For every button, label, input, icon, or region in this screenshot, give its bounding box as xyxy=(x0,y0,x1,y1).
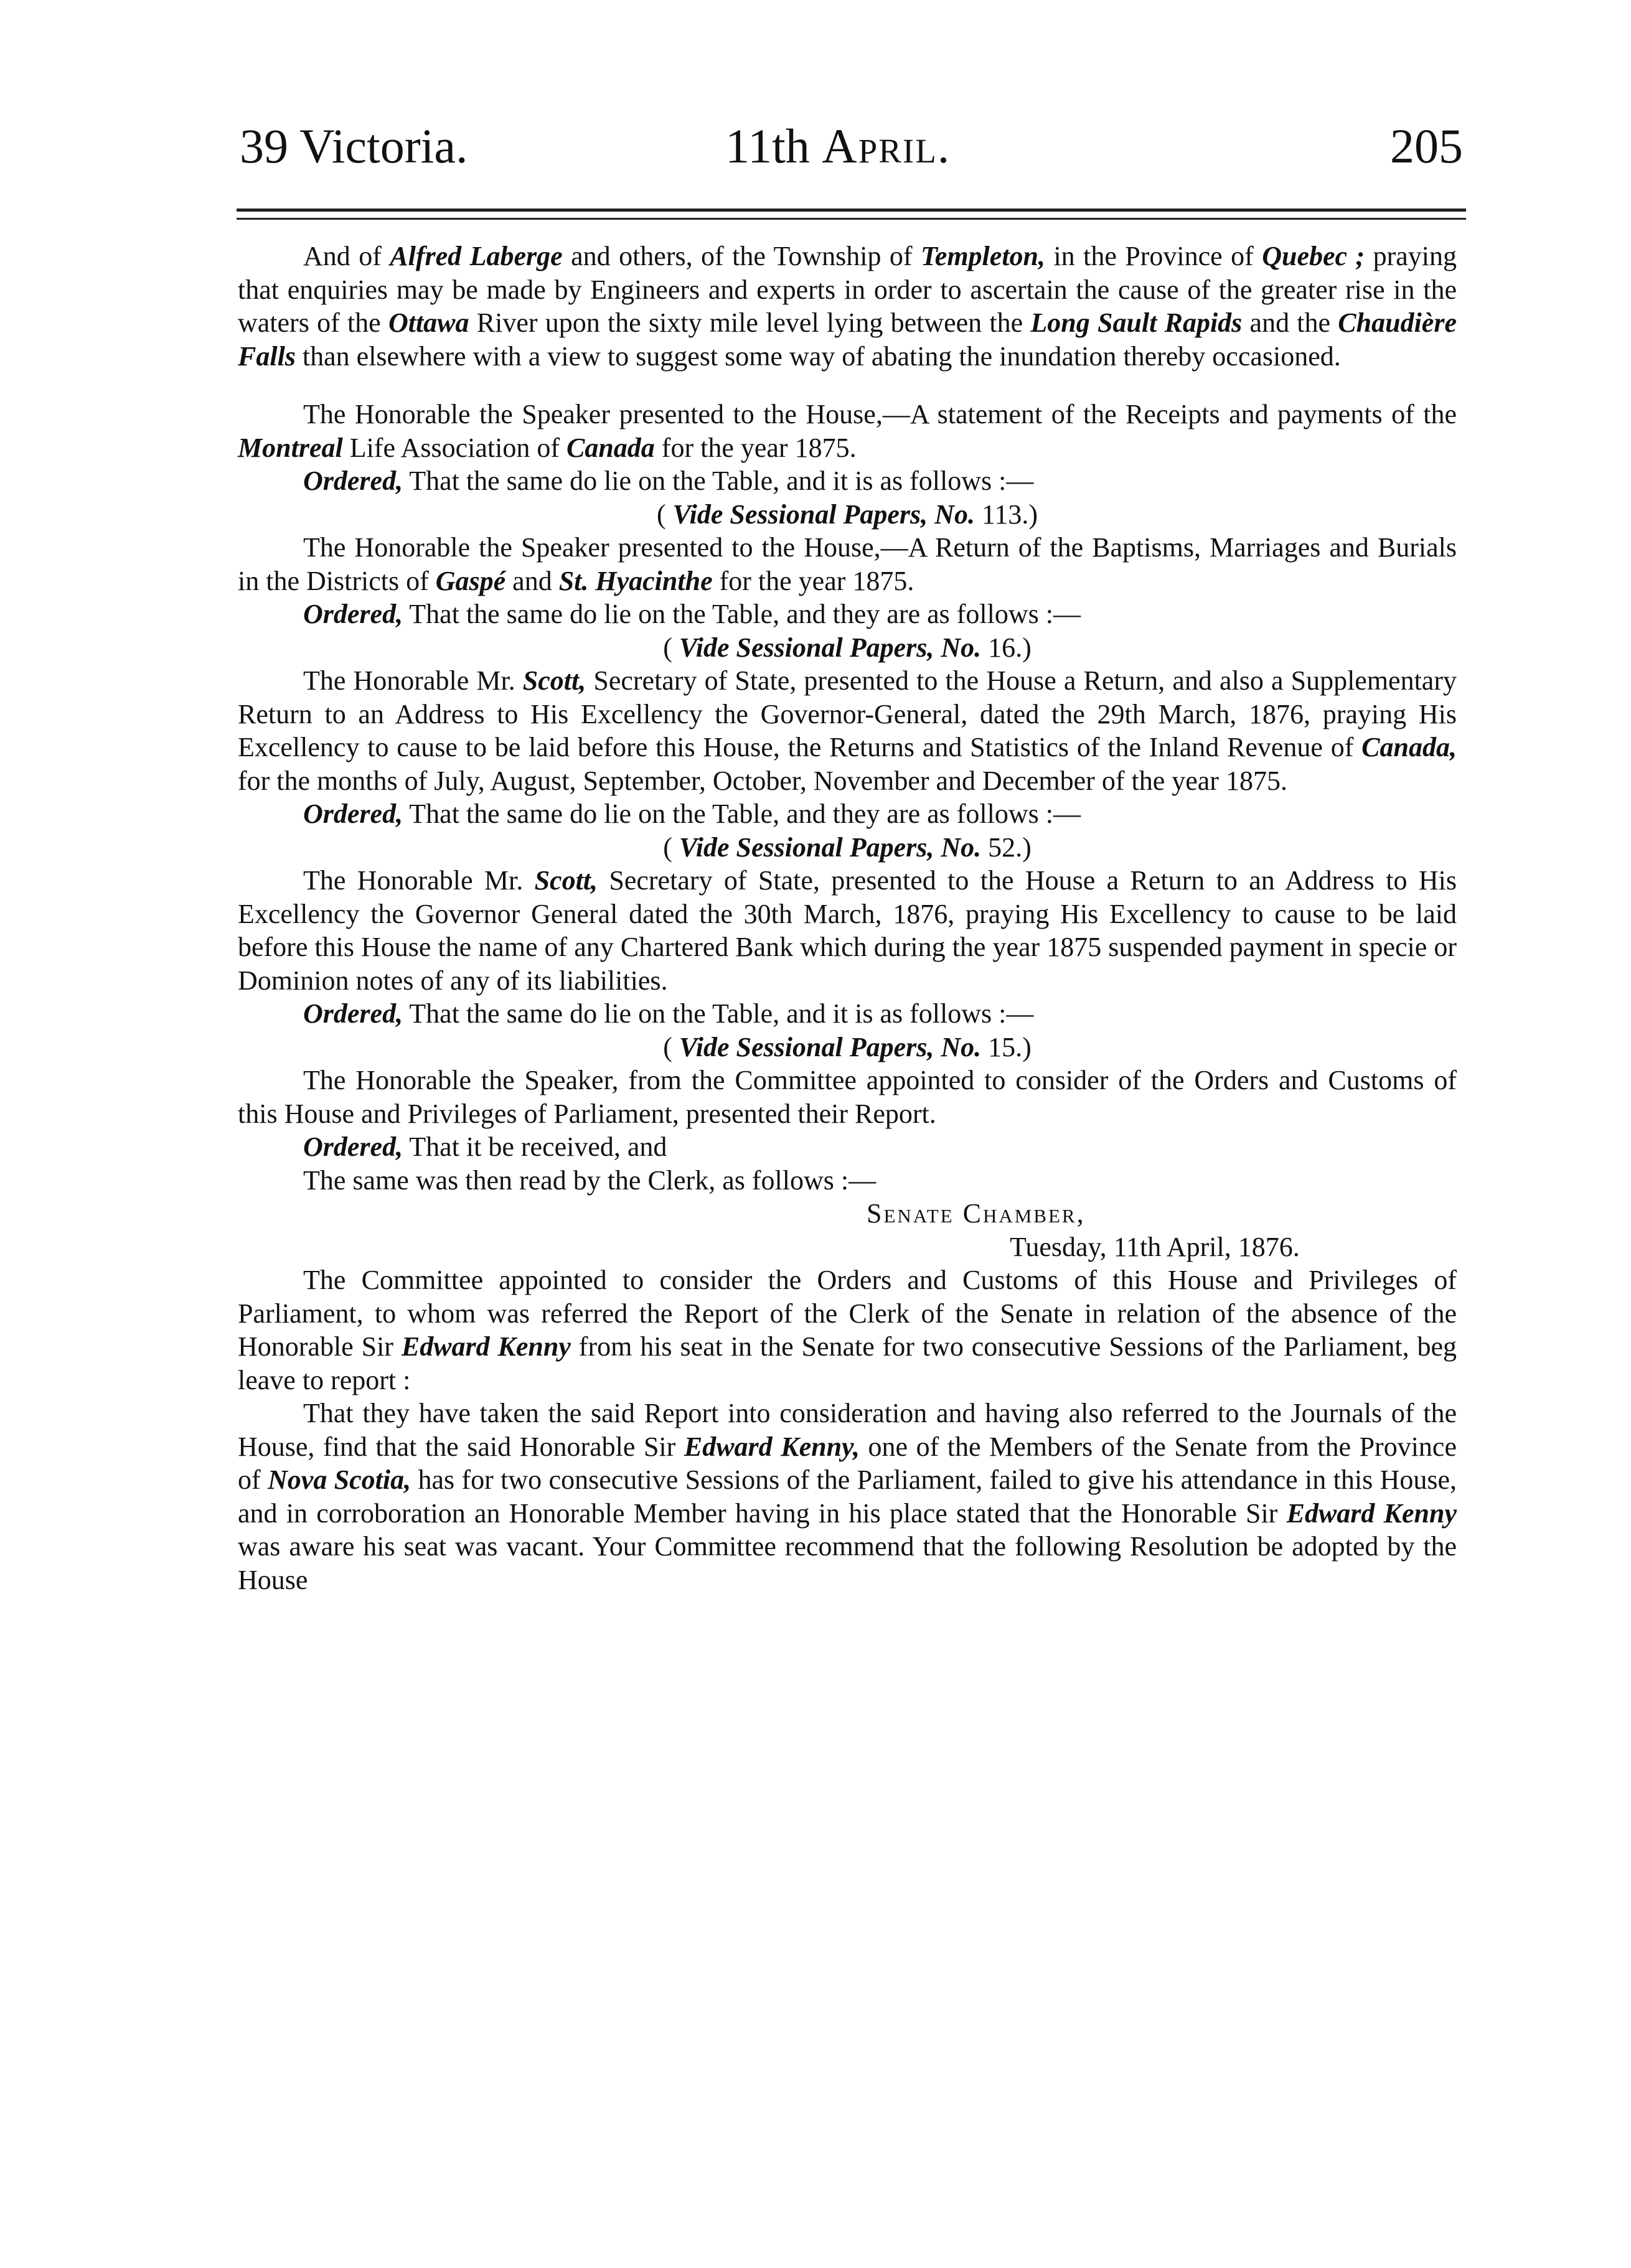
text-run: Secretary of State, presented to the House a Return to an Address to His Excellency the Governor General dated the 30th March, 1876, praying His Excellency to cause to be laid before this House the name of any Chartered Bank which during the year 1875 suspended payment in specie or Dominion notes of any of its liabilities. xyxy=(238,865,1457,996)
ordered-word: Ordered, xyxy=(303,599,403,629)
vide-label: Vide Sessional Papers, xyxy=(679,632,934,663)
text-run: ( xyxy=(663,832,672,863)
ordered-line xyxy=(238,1130,1457,1164)
text-run: ( xyxy=(663,1031,672,1062)
page-body xyxy=(238,240,1457,1596)
text-run: The Honorable Mr. xyxy=(303,665,523,696)
text-run: one of the Members of the Senate from the Province of xyxy=(238,1431,1457,1495)
text-run: That the same do lie on the Table, and they are as follows :— xyxy=(403,799,1081,829)
name-run: Long Sault Rapids xyxy=(1030,307,1243,338)
ordered-word: Ordered, xyxy=(303,799,403,829)
ordered-line xyxy=(238,997,1457,1031)
text-run: than elsewhere with a view to suggest some way of abating the inundation thereby occasioned. xyxy=(295,340,1341,372)
text-run: Secretary of State, presented to the House a Return, and also a Supplementary Return to an Address to His Excellency the Governor-General, dated the 29th March, 1876, praying His Excellency to cause to be laid before this House, the Returns and Statistics of the Inland Revenue of xyxy=(238,665,1457,762)
text-run: That the same do lie on the Table, and it is as follows :— xyxy=(403,466,1034,496)
speaker-return-paragraph xyxy=(238,531,1457,597)
text-run: The Honorable the Speaker presented to the House,—A Return of the Baptisms, Marriages and Burials in the Districts of xyxy=(238,532,1457,596)
text-run: That they have taken the said Report into consideration and having also referred to the Journals of the House, find that the said Honorable Sir xyxy=(238,1398,1457,1462)
vide-reference xyxy=(238,631,1457,665)
petition-paragraph xyxy=(238,240,1457,373)
read-by-clerk-line: The same was then read by the Clerk, as follows :— xyxy=(303,1164,877,1196)
text-run: in the Province of xyxy=(1045,241,1262,271)
text-run: for the year 1875. xyxy=(712,565,914,596)
text-run: That the same do lie on the Table, and they are as follows :— xyxy=(403,599,1081,629)
name-run: Ottawa xyxy=(388,307,469,338)
vide-number: 52.) xyxy=(981,832,1032,863)
name-run: Montreal xyxy=(238,432,343,463)
text-run: The Honorable the Speaker, from the Committee appointed to consider of the Orders and Customs of this House and Privileges of Parliament, presented their Report. xyxy=(238,1065,1457,1129)
text-run: for the months of July, August, September, October, November and December of the year 1875. xyxy=(238,765,1287,796)
ordered-word: Ordered, xyxy=(303,1132,403,1162)
text-run: for the year 1875. xyxy=(654,432,857,463)
header-month: April. xyxy=(822,119,951,173)
text-run: The Honorable the Speaker presented to the House,—A statement of the Receipts and payments of the xyxy=(303,399,1457,429)
name-run: Edward Kenny, xyxy=(684,1431,860,1462)
vide-label: Vide Sessional Papers, xyxy=(679,1031,934,1062)
ordered-line xyxy=(238,464,1457,498)
vide-reference xyxy=(238,831,1457,865)
text-run: ( xyxy=(663,632,672,663)
vide-reference xyxy=(238,498,1457,532)
header-day: 11th xyxy=(725,119,810,173)
name-run: Edward Kenny xyxy=(401,1331,571,1362)
text-run: River upon the sixty mile level lying between the xyxy=(469,307,1031,338)
text-run: That the same do lie on the Table, and it is as follows :— xyxy=(403,998,1034,1029)
vide-label: Vide Sessional Papers, xyxy=(679,832,934,863)
committee-recommendation-paragraph xyxy=(238,1397,1457,1596)
text-run: was aware his seat was vacant. Your Committee recommend that the following Resolution be adopted by the House xyxy=(238,1531,1457,1595)
header-rule-thin xyxy=(237,218,1466,220)
header-rule-thick xyxy=(237,209,1466,212)
ordered-word: Ordered, xyxy=(303,466,403,496)
text-run: has for two consecutive Sessions of the Parliament, failed to give his attendance in this House, and in corroboration an Honorable Member having in his place stated that the Honorable Sir xyxy=(238,1464,1457,1529)
name-run: Canada xyxy=(566,432,655,463)
scott-bank-return-paragraph xyxy=(238,864,1457,997)
text-run: The Committee appointed to consider the Orders and Customs of this House and Privileges of Parliament, to whom was referred the Report of the Clerk of the Senate in relation of the absence of the Honorable Sir xyxy=(238,1265,1457,1362)
name-run: Chaudière Falls xyxy=(238,307,1457,372)
committee-report-paragraph xyxy=(238,1064,1457,1130)
ordered-word: Ordered, xyxy=(303,998,403,1029)
spacer xyxy=(238,373,1457,398)
ordered-line xyxy=(238,597,1457,631)
text-run: Life Association of xyxy=(342,432,566,463)
senate-chamber-heading xyxy=(238,1197,1457,1230)
vide-number: 15.) xyxy=(981,1031,1032,1062)
name-run: Canada, xyxy=(1361,732,1457,762)
text-run: and others, of the Township of xyxy=(562,241,921,271)
vide-number: 113.) xyxy=(974,499,1038,530)
committee-findings-paragraph xyxy=(238,1263,1457,1397)
senate-chamber-label: Senate Chamber, xyxy=(867,1198,1086,1229)
page-number: 205 xyxy=(1390,119,1463,173)
name-run: Edward Kenny xyxy=(1286,1497,1457,1529)
header-date xyxy=(725,118,951,174)
vide-number: 16.) xyxy=(981,632,1032,663)
name-run: St. Hyacinthe xyxy=(558,565,713,596)
text-run: The Honorable Mr. xyxy=(303,865,535,896)
ordered-line xyxy=(238,797,1457,831)
vide-label: Vide Sessional Papers, xyxy=(672,499,928,530)
report-date: Tuesday, 11th April, 1876. xyxy=(1010,1231,1300,1262)
text-run: and xyxy=(505,565,559,596)
vide-no: No. xyxy=(941,832,982,863)
text-run: from his seat in the Senate for two consecutive Sessions of the Parliament, beg leave to report : xyxy=(238,1331,1457,1395)
speaker-statement-paragraph xyxy=(238,398,1457,464)
vide-reference xyxy=(238,1031,1457,1064)
name-run: Alfred Laberge xyxy=(390,241,563,271)
name-run: Scott, xyxy=(534,865,598,896)
page-header xyxy=(240,106,1463,187)
name-run: Templeton, xyxy=(920,241,1046,271)
text-run: That it be received, and xyxy=(403,1132,667,1162)
scott-return-paragraph xyxy=(238,664,1457,797)
name-run: Nova Scotia, xyxy=(268,1464,411,1495)
vide-no: No. xyxy=(934,499,975,530)
name-run: Gaspé xyxy=(435,565,506,596)
text-run: and the xyxy=(1242,307,1338,338)
vide-no: No. xyxy=(941,632,982,663)
name-run: Quebec ; xyxy=(1262,241,1365,271)
name-run: Scott, xyxy=(522,665,586,696)
text-run: ( xyxy=(657,499,666,530)
header-session: 39 Victoria. xyxy=(240,119,468,173)
text-run: And of xyxy=(303,241,390,271)
vide-no: No. xyxy=(941,1031,982,1062)
text-run: praying that enquiries may be made by Engineers and experts in order to ascertain the cause of the greater rise in the waters of the xyxy=(238,241,1457,338)
